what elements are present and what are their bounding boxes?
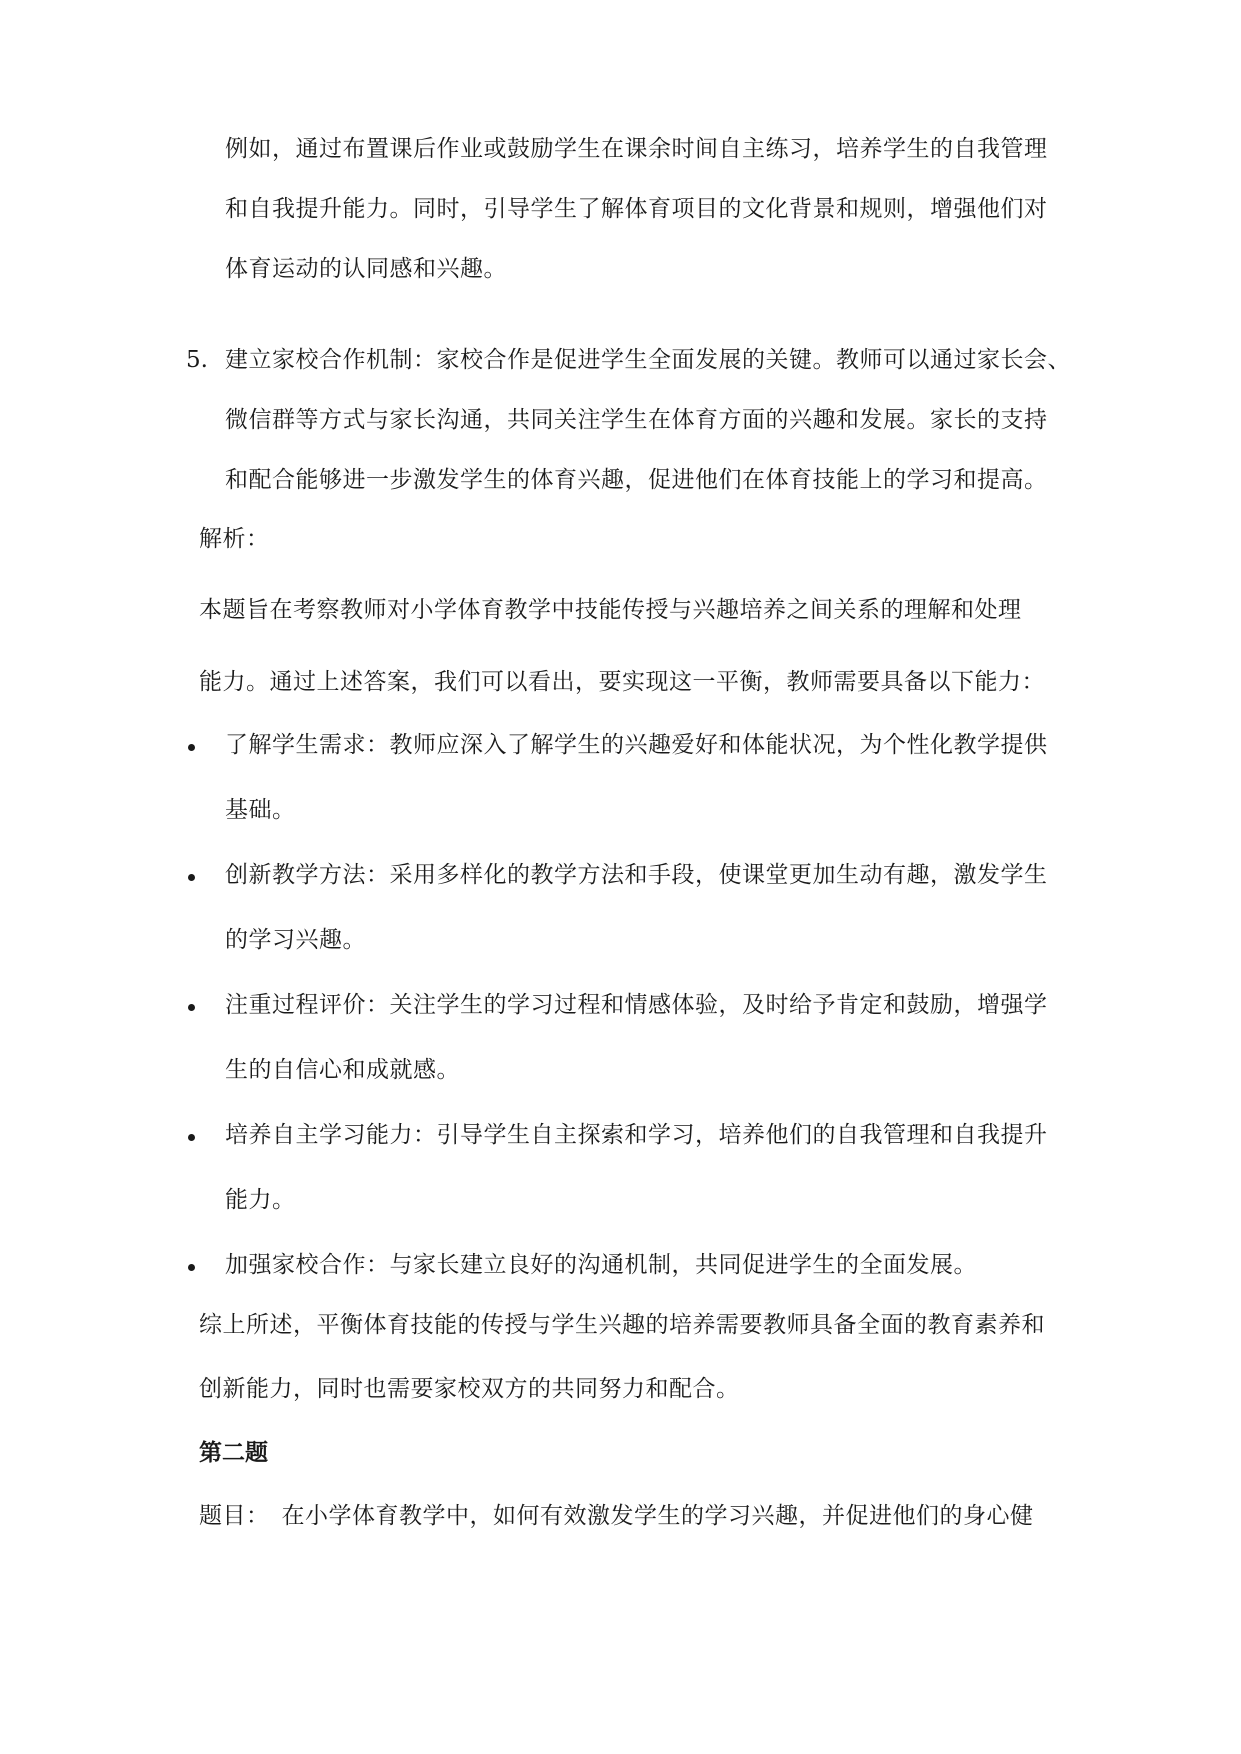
item5-line-1: 建立家校合作机制：家校合作是促进学生全面发展的关键。教师可以通过家长会、 <box>225 347 1071 373</box>
bullet-4-line-1: 培养自主学习能力：引导学生自主探索和学习，培养他们的自我管理和自我提升 <box>225 1122 1048 1148</box>
bullet-dot <box>188 874 195 881</box>
summary-line-1: 综上所述，平衡体育技能的传授与学生兴趣的培养需要教师具备全面的教育素养和 <box>199 1312 1045 1338</box>
continuation-line-3: 体育运动的认同感和兴趣。 <box>225 256 507 282</box>
item5-line-3: 和配合能够进一步激发学生的体育兴趣，促进他们在体育技能上的学习和提高。 <box>225 467 1048 493</box>
question2-prompt: 题目： 在小学体育教学中，如何有效激发学生的学习兴趣，并促进他们的身心健 <box>199 1503 1034 1529</box>
bullet-dot <box>188 1264 195 1271</box>
analysis-intro-line-2: 能力。通过上述答案，我们可以看出，要实现这一平衡，教师需要具备以下能力： <box>199 669 1045 695</box>
bullet-dot <box>188 1004 195 1011</box>
bullet-2-line-2: 的学习兴趣。 <box>225 927 366 953</box>
bullet-1-line-2: 基础。 <box>225 797 296 823</box>
bullet-dot <box>188 744 195 751</box>
bullet-dot <box>188 1134 195 1141</box>
continuation-line-1: 例如，通过布置课后作业或鼓励学生在课余时间自主练习，培养学生的自我管理 <box>225 136 1048 162</box>
bullet-4-line-2: 能力。 <box>225 1187 296 1213</box>
continuation-line-2: 和自我提升能力。同时，引导学生了解体育项目的文化背景和规则，增强他们对 <box>225 196 1048 222</box>
item5-number: 5. <box>186 347 208 373</box>
summary-line-2: 创新能力，同时也需要家校双方的共同努力和配合。 <box>199 1376 740 1402</box>
question2-heading: 第二题 <box>199 1440 268 1466</box>
item5-line-2: 微信群等方式与家长沟通，共同关注学生在体育方面的兴趣和发展。家长的支持 <box>225 407 1048 433</box>
analysis-intro-line-1: 本题旨在考察教师对小学体育教学中技能传授与兴趣培养之间关系的理解和处理 <box>199 597 1022 623</box>
bullet-1-line-1: 了解学生需求：教师应深入了解学生的兴趣爱好和体能状况，为个性化教学提供 <box>225 732 1048 758</box>
analysis-label: 解析： <box>199 526 270 552</box>
bullet-5-line-1: 加强家校合作：与家长建立良好的沟通机制，共同促进学生的全面发展。 <box>225 1252 977 1278</box>
bullet-2-line-1: 创新教学方法：采用多样化的教学方法和手段，使课堂更加生动有趣，激发学生 <box>225 862 1048 888</box>
bullet-3-line-1: 注重过程评价：关注学生的学习过程和情感体验，及时给予肯定和鼓励，增强学 <box>225 992 1048 1018</box>
bullet-3-line-2: 生的自信心和成就感。 <box>225 1057 460 1083</box>
